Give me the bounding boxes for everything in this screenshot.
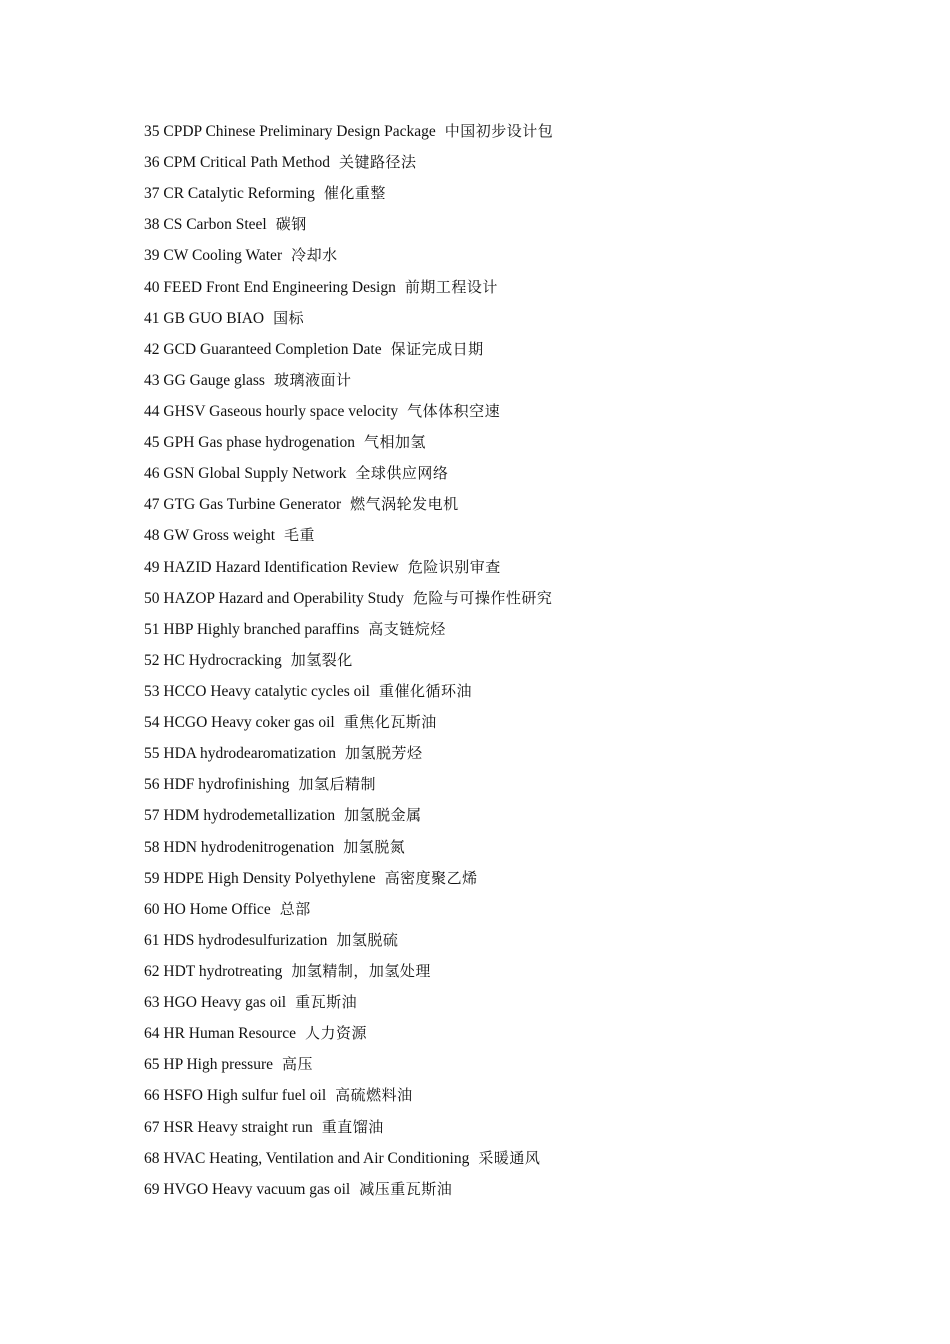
entry-translation: 玻璃液面计 (273, 370, 352, 389)
entry-term: 60 HO Home Office (144, 900, 271, 918)
entry-translation: 燃气涡轮发电机 (350, 495, 459, 514)
entry-term: 64 HR Human Resource (144, 1025, 296, 1043)
entry-term: 51 HBP Highly branched paraffins (144, 620, 360, 638)
entry-term: 59 HDPE High Density Polyethylene (144, 869, 376, 887)
entry-translation: 加氢脱硫 (336, 930, 399, 949)
entry-term: 49 HAZID Hazard Identification Review (144, 558, 399, 576)
list-item (144, 368, 904, 399)
entry-translation: 关键路径法 (339, 153, 417, 172)
entry-term: 48 GW Gross weight (144, 527, 276, 545)
list-item (144, 897, 904, 928)
entry-term: 62 HDT hydrotreating (144, 962, 283, 980)
entry-term: 40 FEED Front End Engineering Design (144, 278, 396, 296)
entry-translation: 气体体积空速 (407, 401, 501, 420)
entry-translation: 前期工程设计 (404, 277, 498, 296)
entry-translation: 国标 (273, 308, 305, 327)
entry-term: 46 GSN Global Supply Network (144, 465, 347, 483)
entry-term: 35 CPDP Chinese Preliminary Design Package (144, 123, 436, 140)
list-item (144, 181, 904, 212)
entry-translation: 气相加氢 (363, 433, 426, 452)
entry-term: 53 HCCO Heavy catalytic cycles oil (144, 682, 370, 700)
entry-translation: 重催化循环油 (378, 681, 472, 700)
list-item (144, 1146, 904, 1177)
entry-translation: 高硫燃料油 (335, 1086, 413, 1105)
entry-term: 57 HDM hydrodemetallization (144, 807, 336, 825)
entry-translation: 加氢后精制 (298, 775, 377, 794)
entry-translation: 保证完成日期 (390, 339, 484, 358)
entry-term: 67 HSR Heavy straight run (144, 1118, 313, 1136)
entry-translation: 冷却水 (291, 246, 338, 265)
entry-translation: 重瓦斯油 (295, 993, 358, 1012)
list-item (144, 492, 904, 523)
list-item (144, 710, 904, 741)
entry-translation: 加氢脱氮 (343, 837, 406, 856)
entry-term: 44 GHSV Gaseous hourly space velocity (144, 402, 399, 420)
list-item (144, 1115, 904, 1146)
entry-term: 39 CW Cooling Water (144, 247, 283, 265)
entry-translation: 中国初步设计包 (444, 122, 554, 140)
entry-translation: 重焦化瓦斯油 (343, 713, 437, 732)
entry-translation: 危险识别审查 (407, 557, 501, 576)
abbreviation-list (144, 119, 904, 1208)
list-item (144, 586, 904, 617)
entry-term: 61 HDS hydrodesulfurization (144, 931, 328, 949)
entry-term: 68 HVAC Heating, Ventilation and Air Conditioning (144, 1149, 470, 1167)
entry-term: 56 HDF hydrofinishing (144, 776, 290, 794)
entry-term: 45 GPH Gas phase hydrogenation (144, 434, 355, 452)
entry-term: 55 HDA hydrodearomatization (144, 745, 336, 763)
list-item (144, 555, 904, 586)
entry-term: 66 HSFO High sulfur fuel oil (144, 1087, 327, 1105)
list-item (144, 835, 904, 866)
entry-term: 38 CS Carbon Steel (144, 216, 267, 234)
entry-translation: 高支链烷烃 (368, 619, 446, 638)
list-item (144, 1177, 904, 1208)
list-item (144, 337, 904, 368)
entry-translation: 碳钢 (275, 215, 307, 234)
list-item (144, 648, 904, 679)
entry-translation: 总部 (279, 899, 311, 918)
list-item (144, 523, 904, 554)
entry-term: 52 HC Hydrocracking (144, 651, 282, 669)
list-item (144, 990, 904, 1021)
entry-translation: 全球供应网络 (355, 464, 449, 483)
list-item (144, 150, 904, 181)
list-item (144, 928, 904, 959)
list-item (144, 243, 904, 274)
entry-term: 63 HGO Heavy gas oil (144, 994, 287, 1012)
list-item (144, 803, 904, 834)
list-item (144, 679, 904, 710)
entry-translation: 加氢脱金属 (344, 806, 422, 825)
list-item (144, 212, 904, 243)
list-item (144, 306, 904, 337)
entry-term: 65 HP High pressure (144, 1056, 274, 1074)
list-item (144, 772, 904, 803)
entry-term: 47 GTG Gas Turbine Generator (144, 496, 342, 514)
entry-term: 42 GCD Guaranteed Completion Date (144, 340, 382, 358)
entry-term: 50 HAZOP Hazard and Operability Study (144, 589, 404, 607)
entry-translation: 采暖通风 (478, 1148, 541, 1167)
entry-translation: 加氢裂化 (290, 650, 353, 669)
entry-translation: 重直馏油 (321, 1117, 384, 1136)
list-item (144, 617, 904, 648)
entry-translation: 高密度聚乙烯 (384, 868, 478, 887)
list-item (144, 1083, 904, 1114)
entry-term: 54 HCGO Heavy coker gas oil (144, 714, 335, 732)
entry-term: 58 HDN hydrodenitrogenation (144, 838, 335, 856)
list-item (144, 399, 904, 430)
entry-translation: 高压 (282, 1055, 314, 1074)
list-item (144, 430, 904, 461)
entry-term: 41 GB GUO BIAO (144, 309, 265, 327)
entry-term: 69 HVGO Heavy vacuum gas oil (144, 1180, 351, 1198)
list-item (144, 866, 904, 897)
entry-translation: 减压重瓦斯油 (359, 1179, 453, 1198)
entry-term: 36 CPM Critical Path Method (144, 154, 330, 172)
list-item (144, 461, 904, 492)
entry-translation: 人力资源 (304, 1024, 367, 1043)
entry-translation: 危险与可操作性研究 (412, 588, 553, 607)
entry-translation: 加氢脱芳烃 (344, 744, 423, 763)
entry-translation: 毛重 (284, 526, 316, 545)
list-item (144, 1021, 904, 1052)
entry-translation: 催化重整 (323, 184, 386, 203)
list-item (144, 741, 904, 772)
entry-term: 43 GG Gauge glass (144, 371, 265, 389)
list-item (144, 119, 904, 150)
entry-term: 37 CR Catalytic Reforming (144, 185, 315, 203)
list-item (144, 959, 904, 990)
list-item (144, 275, 904, 306)
entry-translation: 加氢精制，加氢处理 (291, 961, 431, 980)
list-item (144, 1052, 904, 1083)
